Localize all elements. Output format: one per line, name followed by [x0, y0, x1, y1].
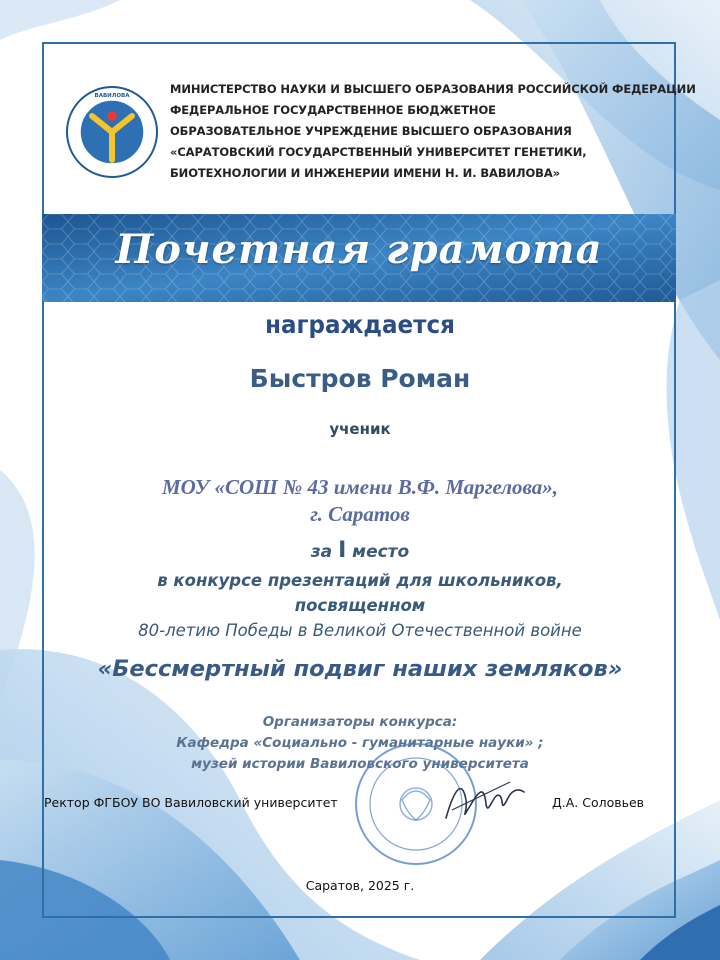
organizers-line-1: Кафедра «Социально - гуманитарные науки» ; — [176, 735, 544, 751]
org-line-2: ФЕДЕРАЛЬНОЕ ГОСУДАРСТВЕННОЕ БЮДЖЕТНОЕ — [170, 103, 496, 117]
issue-date: Саратов, 2025 г. — [305, 878, 415, 893]
handwritten-signature-icon — [440, 770, 530, 830]
school-block — [0, 474, 720, 528]
school-name: МОУ «СОШ № 43 имени В.Ф. Маргелова», — [161, 475, 559, 499]
contest-line-3: 80-летию Победы в Великой Отечественной войне — [138, 621, 582, 640]
place-number: I — [338, 538, 347, 563]
organization-header — [170, 79, 696, 184]
place-suffix: место — [352, 542, 410, 562]
recipient-name: Быстров Роман — [249, 364, 471, 393]
svg-text:ВАВИЛОВА: ВАВИЛОВА — [94, 93, 130, 99]
certificate-title: Почетная грамота — [115, 226, 603, 273]
university-emblem-icon — [66, 86, 158, 178]
organizers-title: Организаторы конкурса: — [262, 714, 458, 730]
awarded-label: награждается — [265, 310, 455, 339]
organizers-line-2: музей истории Вавиловского университета — [191, 756, 529, 772]
rector-name: Д.А. Соловьев — [552, 795, 645, 810]
org-line-1: МИНИСТЕРСТВО НАУКИ И ВЫСШЕГО ОБРАЗОВАНИЯ РОССИЙСКОЙ ФЕДЕРАЦИИ — [170, 82, 696, 96]
org-line-5: БИОТЕХНОЛОГИИ И ИНЖЕНЕРИИ ИМЕНИ Н. И. ВАВИЛОВА» — [170, 166, 560, 180]
rector-title: Ректор ФГБОУ ВО Вавиловский университет — [44, 795, 338, 810]
org-line-4: «САРАТОВСКИЙ ГОСУДАРСТВЕННЫЙ УНИВЕРСИТЕТ ГЕНЕТИКИ, — [170, 145, 587, 159]
contest-line-2: посвященном — [294, 596, 426, 615]
project-title: «Бессмертный подвиг наших земляков» — [97, 656, 623, 682]
contest-line-1: в конкурсе презентаций для школьников, — [157, 571, 563, 590]
contest-description — [0, 568, 720, 643]
place-line — [0, 538, 720, 563]
recipient-role: ученик — [329, 420, 391, 438]
org-line-3: ОБРАЗОВАТЕЛЬНОЕ УЧРЕЖДЕНИЕ ВЫСШЕГО ОБРАЗОВАНИЯ — [170, 124, 572, 138]
school-city: г. Саратов — [310, 502, 410, 526]
place-prefix: за — [310, 542, 333, 562]
